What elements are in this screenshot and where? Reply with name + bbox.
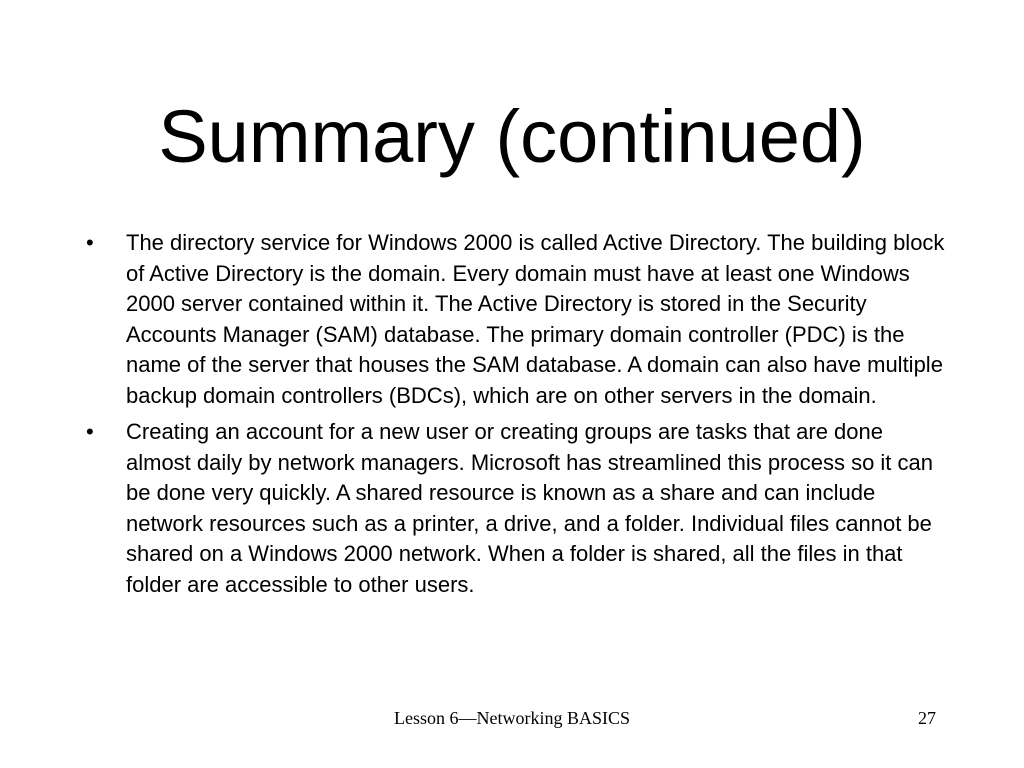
- page-number: 27: [918, 708, 936, 728]
- bullet-text: The directory service for Windows 2000 is called Active Directory. The building block of Active Directory is the domain. Every domain must have at least one Windows 2000 server contained within it. The Active Directory is stored in the Security Accounts Manager (SAM) database. The primary domain controller (PDC) is the name of the server that houses the SAM database. A domain can also have multiple backup domain controllers (BDCs), which are on other servers in the domain.: [126, 230, 945, 408]
- bullet-text: Creating an account for a new user or creating groups are tasks that are done almost daily by network managers. Microsoft has streamlined this process so it can be done very quickly. A shared resource is known as a share and can include network resources such as a printer, a drive, and a folder. Individual files cannot be shared on a Windows 2000 network. When a folder is shared, all the files in that folder are accessible to other users.: [126, 419, 933, 597]
- bullet-marker: •: [86, 230, 94, 255]
- bullet-marker: •: [86, 419, 94, 444]
- bullet-item-accounts-shares: [86, 417, 946, 600]
- bullet-item-directory-service: [86, 228, 946, 411]
- bullet-list: [86, 228, 946, 606]
- footer-lesson-title: Lesson 6—Networking BASICS: [393, 708, 630, 728]
- slide-title: Summary (continued): [158, 95, 866, 178]
